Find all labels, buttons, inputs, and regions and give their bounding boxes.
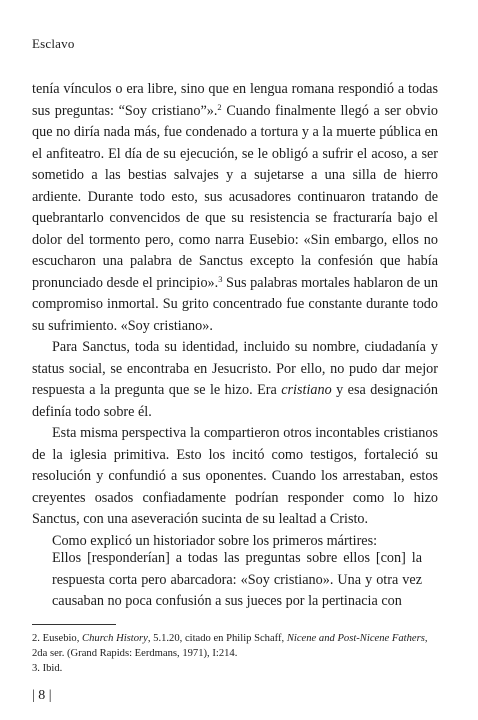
footnotes xyxy=(32,631,438,676)
paragraph-2 xyxy=(32,337,438,423)
paragraph-2-text-b: y esa designación definía todo sobre él. xyxy=(32,382,438,420)
footnote-text: Eusebio, xyxy=(39,633,83,644)
page-number: | 8 | xyxy=(32,688,52,703)
paragraph-1-text-b: Cuando finalmente llegó a ser obvio que no diría nada más, fue condenado a tortura y a la muerte pública en el anfiteatro. El día de su ejecución, se le obligó a sufrir el acoso, a ser sometido a las bestias salvajes y a sujetarse a una silla de hierro ardiente. Durante todo esto, sus acusadores continuaron tratando de quebrantarlo convencidos de que su resistencia se fracturaría bajo el dolor del tormento pero, como narra Eusebio: «Sin embargo, ellos no escucharon una palabra de Sanctus excepto la confesión que había pronunciado desde el principio». xyxy=(32,102,438,291)
emphasis-cristiano: cristiano xyxy=(281,382,332,398)
footnote-2 xyxy=(32,631,438,661)
footnote-3 xyxy=(32,661,438,676)
footnote-divider xyxy=(32,624,116,625)
running-head: Esclavo xyxy=(32,36,75,51)
footnote-title: Nicene and Post-Nicene Fathers xyxy=(286,633,425,644)
paragraph-4: Como explicó un historiador sobre los primeros mártires: xyxy=(52,532,378,549)
footnote-text: Ibid. xyxy=(39,663,63,674)
footnote-text: , 5.1.20, citado en Philip Schaff, xyxy=(147,633,287,644)
footnote-ref-2: 2 xyxy=(217,101,222,112)
paragraph-2-text-a: Para Sanctus, toda su identidad, incluido su nombre, ciudadanía y status social, se encontraba en Jesucristo. Por ello, no pudo dar mejor respuesta a la pregunta que se le hizo. Era xyxy=(32,339,438,398)
paragraph-3: Esta misma perspectiva la compartieron otros incontables cristianos de la iglesia primitiva. Esto los incitó como testigos, fortaleció su resolución y confundió a sus oponentes. Cuando los arrestaban, estos creyentes osados confiadamente podrían responder como lo hizo Sanctus, con una aseveración sucinta de su lealtad a Cristo. xyxy=(32,425,438,527)
footnote-text: , 2da ser. (Grand Rapids: Eerdmans, 1971), I:214. xyxy=(32,633,428,659)
footnote-number: 3. xyxy=(32,663,40,674)
paragraph-1 xyxy=(32,79,438,337)
footnote-title: Church History xyxy=(82,633,148,644)
footnote-number: 2. xyxy=(32,633,40,644)
paragraph-1-text-c: Sus palabras mortales hablaron de un compromiso inmortal. Su grito concentrado fue constante durante todo su sufrimiento. «Soy cristiano». xyxy=(32,274,438,334)
paragraph-1-text-a: tenía vínculos o era libre, sino que en lengua romana respondió a todas sus preguntas: “Soy cristiano”». xyxy=(32,81,438,119)
body-text xyxy=(32,79,438,552)
footnote-ref-3: 3 xyxy=(218,273,223,284)
block-quote: Ellos [responderían] a todas las preguntas sobre ellos [con] la respuesta corta pero abarcadora: «Soy cristiano». Una y otra vez causaban no poca confusión a sus jueces por la pertinacia con xyxy=(52,550,422,609)
